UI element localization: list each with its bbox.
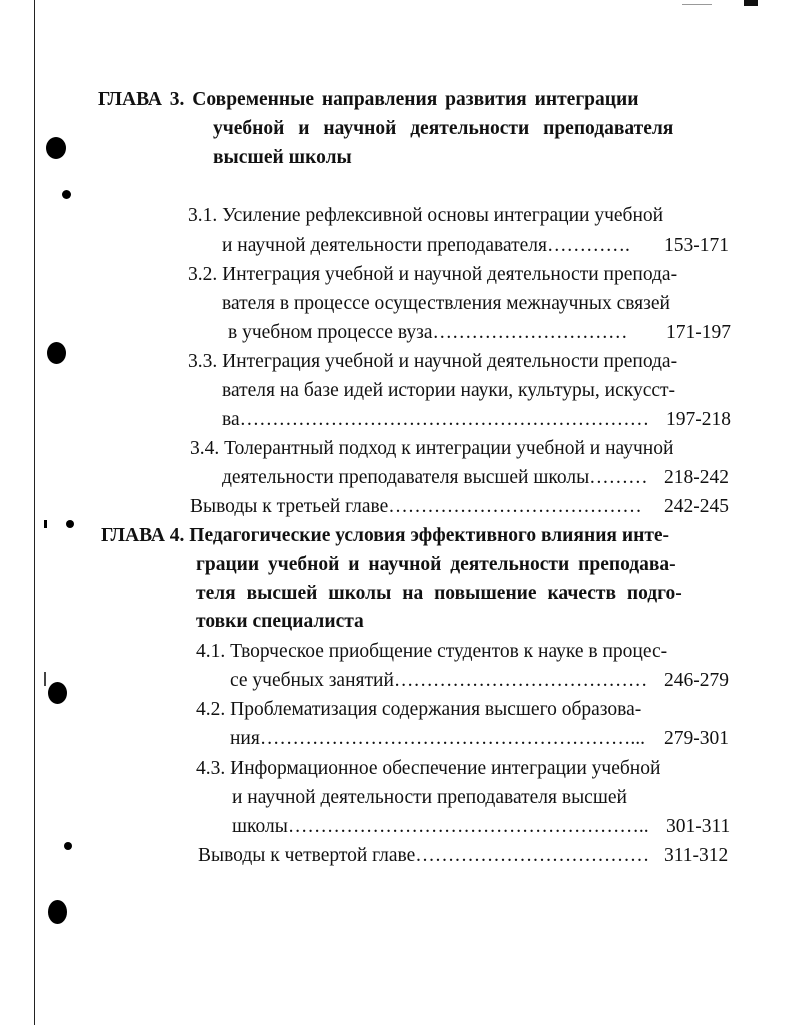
punch-hole-3 <box>47 342 66 364</box>
toc-entry-4-1: се учебных занятий………………………………… <box>230 670 648 691</box>
toc-page-conclusion-4: 311-312 <box>664 845 729 866</box>
top-scan-mark <box>682 4 712 5</box>
toc-entry-3-3: 3.3. Интеграция учебной и научной деятельности препода- <box>188 351 678 372</box>
toc-page-3-2: 171-197 <box>666 322 731 343</box>
toc-entry-4-3: 4.3. Информационное обеспечение интеграции учебной <box>196 758 661 779</box>
scan-speck <box>44 672 46 686</box>
toc-page-3-3: 197-218 <box>666 409 731 430</box>
toc-page-conclusion-3: 242-245 <box>664 496 729 517</box>
chapter-4-title-line: теля высшей школы на повышение качеств подго- <box>196 583 682 604</box>
binding-edge-line <box>34 0 35 1025</box>
toc-entry-3-2: вателя в процессе осуществления межнаучных связей <box>222 293 670 314</box>
toc-entry-4-2: ния…………………………………………………... <box>230 728 645 749</box>
toc-entry-4-3: школы……………………………………………….. <box>232 816 649 837</box>
toc-entry-3-4: 3.4. Толерантный подход к интеграции учебной и научной <box>190 438 674 459</box>
punch-hole-1 <box>46 137 66 159</box>
chapter-4-title-line: грации учебной и научной деятельности преподава- <box>196 554 676 575</box>
punch-hole-5 <box>48 682 67 704</box>
toc-page-4-2: 279-301 <box>664 728 729 749</box>
punch-hole-2 <box>62 190 71 199</box>
toc-entry-3-1: и научной деятельности преподавателя…………. <box>222 235 630 256</box>
toc-entry-3-2: 3.2. Интеграция учебной и научной деятельности препода- <box>188 264 678 285</box>
punch-hole-4 <box>66 520 74 528</box>
chapter-4-title-line: товки специалиста <box>196 611 364 632</box>
toc-page-3-4: 218-242 <box>664 467 729 488</box>
toc-entry-3-2: в учебном процессе вуза………………………… <box>228 322 628 343</box>
toc-page-4-3: 301-311 <box>666 816 731 837</box>
toc-entry-3-3: вателя на базе идей истории науки, культуры, искусст- <box>222 380 676 401</box>
toc-page-3-1: 153-171 <box>664 235 729 256</box>
chapter-4-title-line: ГЛАВА 4. Педагогические условия эффективного влияния инте- <box>101 525 670 546</box>
toc-page-4-1: 246-279 <box>664 670 729 691</box>
scan-speck <box>44 520 47 528</box>
punch-hole-7 <box>48 900 67 924</box>
toc-entry-4-1: 4.1. Творческое приобщение студентов к науке в процес- <box>196 641 668 662</box>
toc-entry-4-3: и научной деятельности преподавателя высшей <box>232 787 627 808</box>
toc-conclusion-3: Выводы к третьей главе………………………………… <box>190 496 642 517</box>
chapter-3-title-line: высшей школы <box>213 147 352 168</box>
toc-entry-3-4: деятельности преподавателя высшей школы……… <box>222 467 648 488</box>
toc-entry-3-1: 3.1. Усиление рефлексивной основы интеграции учебной <box>188 205 664 226</box>
chapter-3-title-line: учебной и научной деятельности преподавателя <box>213 118 674 139</box>
toc-conclusion-4: Выводы к четвертой главе……………………………… <box>198 845 650 866</box>
chapter-3-title-line: ГЛАВА 3. Современные направления развития интеграции <box>98 89 639 110</box>
toc-entry-3-3: ва……………………………………………………… <box>222 409 650 430</box>
top-corner-mark <box>744 0 758 6</box>
punch-hole-6 <box>64 842 72 850</box>
toc-entry-4-2: 4.2. Проблематизация содержания высшего образова- <box>196 699 642 720</box>
